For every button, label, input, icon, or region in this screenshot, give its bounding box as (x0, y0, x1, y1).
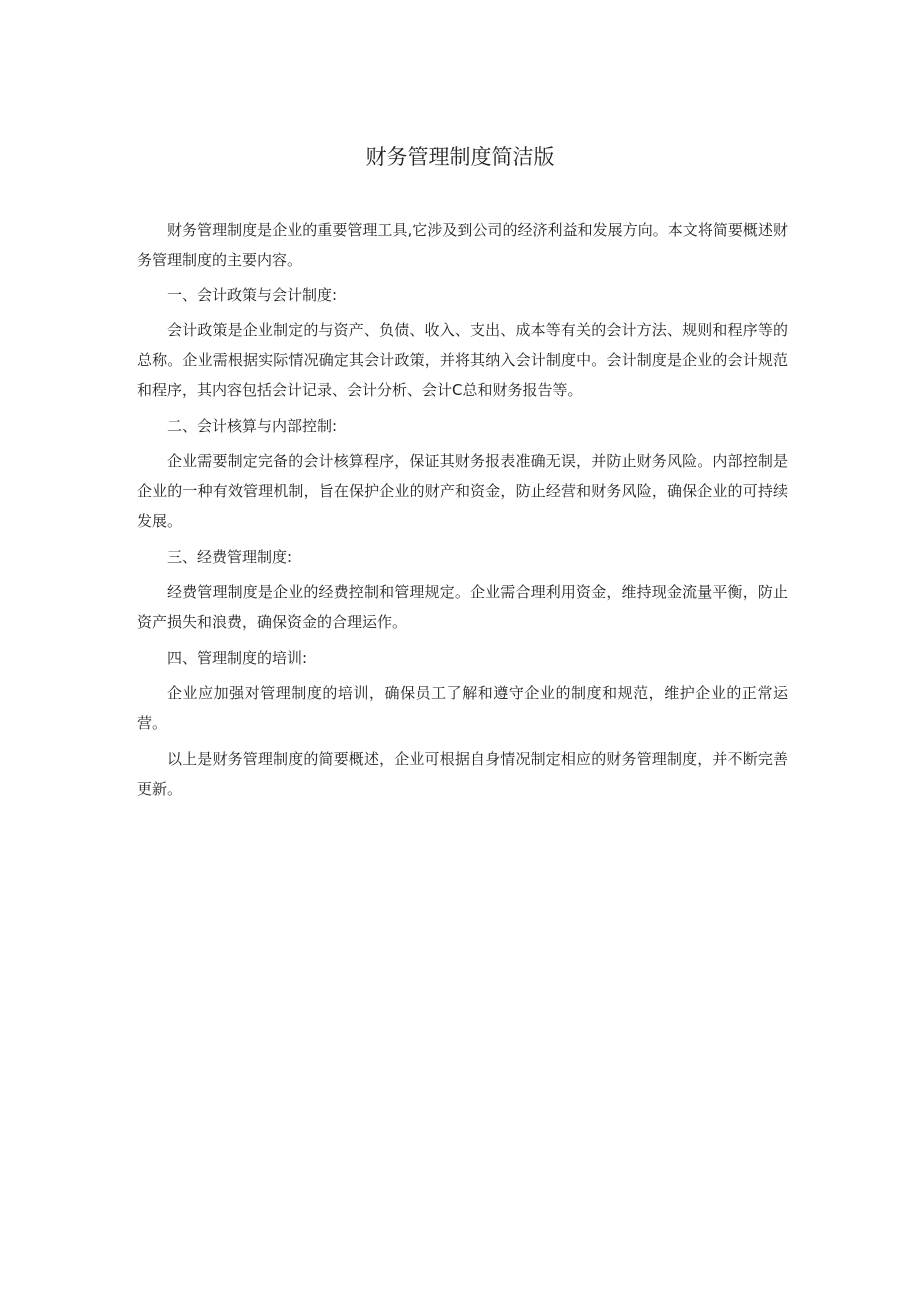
section-heading-3: 三、经费管理制度: (167, 548, 293, 566)
conclusion-paragraph: 以上是财务管理制度的简要概述，企业可根据自身情况制定相应的财务管理制度，并不断完善更新。 (137, 750, 788, 798)
section-body-2: 企业需要制定完备的会计核算程序，保证其财务报表准确无误，并防止财务风险。内部控制是企业的一种有效管理机制，旨在保护企业的财产和资金，防止经营和财务风险，确保企业的可持续发展。 (137, 452, 788, 530)
section-heading-4: 四、管理制度的培训: (167, 649, 308, 667)
section-heading-1: 一、会计政策与会计制度: (167, 286, 338, 304)
document-body (137, 215, 788, 804)
section-body-1: 会计政策是企业制定的与资产、负债、收入、支出、成本等有关的会计方法、规则和程序等的总称。企业需根据实际情况确定其会计政策，并将其纳入会计制度中。会计制度是企业的会计规范和程序，其内容包括会计记录、会计分析、会计C总和财务报告等。 (137, 321, 788, 399)
section-body-4: 企业应加强对管理制度的培训，确保员工了解和遵守企业的制度和规范，维护企业的正常运营。 (137, 684, 788, 732)
intro-paragraph: 财务管理制度是企业的重要管理工具,它涉及到公司的经济利益和发展方向。本文将简要概述财务管理制度的主要内容。 (137, 221, 788, 269)
section-body-3: 经费管理制度是企业的经费控制和管理规定。企业需合理利用资金，维持现金流量平衡，防止资产损失和浪费，确保资金的合理运作。 (137, 583, 788, 631)
section-heading-2: 二、会计核算与内部控制: (167, 417, 338, 435)
document-title: 财务管理制度简洁版 (365, 145, 555, 169)
